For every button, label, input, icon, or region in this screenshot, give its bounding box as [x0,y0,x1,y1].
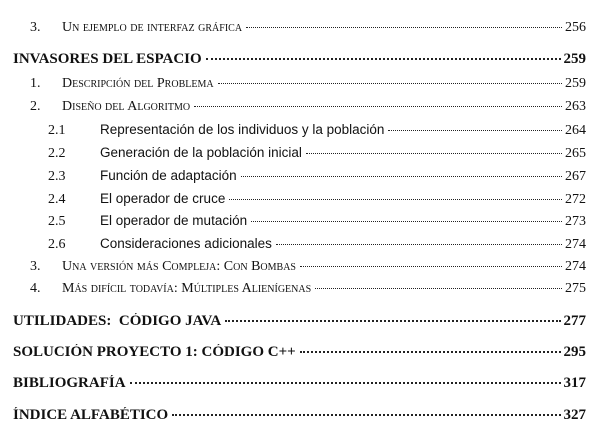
toc-subentry-page: 273 [565,214,586,229]
toc-chapter-page: 259 [563,51,586,67]
dot-leader [306,153,562,154]
toc-subentry-page: 265 [565,146,586,161]
toc-chapter-page: 295 [563,344,586,360]
toc-chapter-utilidades[interactable] [13,313,586,330]
toc-entry-descripcion-problema[interactable] [30,76,586,92]
toc-entry-title: Diseño del Algoritmo [62,99,191,114]
toc-entry-number: 3. [30,20,41,35]
toc-subentry-number: 2.2 [48,146,66,161]
toc-subentry-page: 274 [565,237,586,252]
toc-subentry-number: 2.4 [48,192,66,207]
toc-chapter-title: ÍNDICE ALFABÉTICO [13,407,169,423]
toc-subentry-generacion[interactable] [48,145,586,162]
dot-leader [229,199,562,200]
toc-chapter-indice-alfabetico[interactable] [13,407,586,424]
toc-subentry-page: 272 [565,192,586,207]
toc-chapter-solucion-proyecto[interactable] [13,344,586,361]
toc-entry-number: 4. [30,281,41,296]
toc-entry-title: Más difícil todavía: Múltiples Alienígenas [62,281,312,296]
toc-chapter-invasores[interactable] [13,51,586,68]
toc-subentry-title: El operador de mutación [100,213,248,228]
dot-leader [246,27,562,28]
toc-subentry-operador-mutacion[interactable] [48,213,586,230]
toc-subentry-title: Representación de los individuos y la población [100,122,385,137]
toc-entry-title: Descripción del Problema [62,76,214,91]
toc-subentry-number: 2.3 [48,169,66,184]
toc-entry-multiples-alienigenas[interactable] [30,281,586,297]
toc-entry-title: Un ejemplo de interfaz gráfica [62,20,243,35]
toc-chapter-page: 317 [563,375,586,391]
toc-entry-page: 275 [565,281,586,296]
toc-entry-page: 256 [565,20,586,35]
toc-subentry-title: El operador de cruce [100,191,226,206]
dot-leader [241,176,562,177]
toc-subentry-number: 2.6 [48,237,66,252]
toc-entry-diseno-algoritmo[interactable] [30,99,586,115]
toc-entry-number: 1. [30,76,41,91]
toc-subentry-number: 2.1 [48,123,66,138]
toc-chapter-page: 327 [563,407,586,423]
toc-entry-number: 2. [30,99,41,114]
toc-subentry-representacion[interactable] [48,122,586,139]
dot-leader [206,58,561,60]
toc-subentry-title: Función de adaptación [100,168,237,183]
dot-leader [218,83,562,84]
toc-chapter-page: 277 [563,313,586,329]
toc-entry-number: 3. [30,259,41,274]
toc-subentry-number: 2.5 [48,214,66,229]
dot-leader [315,288,562,289]
toc-entry-title: Una versión más Compleja: Con Bombas [62,259,296,274]
dot-leader [251,221,562,222]
dot-leader [300,351,561,353]
toc-subentry-operador-cruce[interactable] [48,191,586,208]
dot-leader [172,414,560,416]
toc-chapter-title: SOLUCIÓN PROYECTO 1: CÓDIGO C++ [13,344,296,360]
toc-chapter-bibliografia[interactable] [13,375,586,392]
toc-chapter-title: UTILIDADES: CÓDIGO JAVA [13,313,222,329]
dot-leader [225,320,560,322]
dot-leader [276,244,562,245]
toc-entry-version-compleja[interactable] [30,259,586,275]
toc-chapter-title: BIBLIOGRAFÍA [13,375,126,391]
dot-leader [388,130,562,131]
toc-subentry-title: Generación de la población inicial [100,145,302,160]
toc-entry-page: 259 [565,76,586,91]
toc-subentry-funcion-adaptacion[interactable] [48,168,586,185]
toc-subentry-page: 267 [565,169,586,184]
toc-subentry-consideraciones[interactable] [48,236,586,253]
toc-chapter-title: INVASORES DEL ESPACIO [13,51,202,67]
dot-leader [300,266,562,267]
toc-entry-interfaz-grafica[interactable] [30,20,586,36]
toc-entry-page: 274 [565,259,586,274]
dot-leader [130,382,561,384]
toc-subentry-page: 264 [565,123,586,138]
dot-leader [194,106,562,107]
toc-entry-page: 263 [565,99,586,114]
toc-subentry-title: Consideraciones adicionales [100,236,272,251]
